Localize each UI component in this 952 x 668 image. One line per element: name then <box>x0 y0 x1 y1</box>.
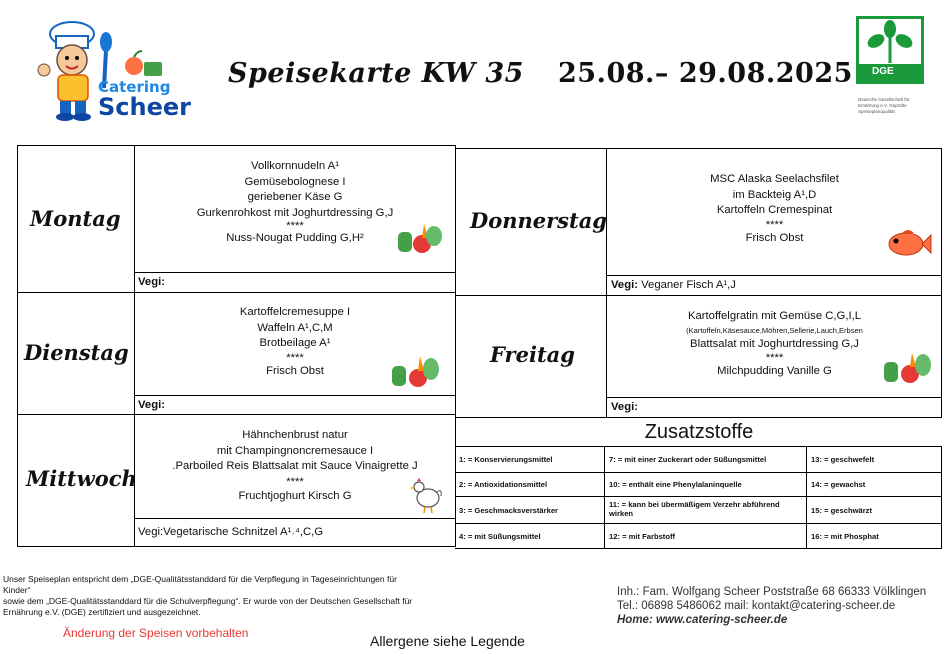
menu-line: Waffeln A¹,C,M <box>257 321 333 334</box>
phone-mail: Tel.: 06898 5486062 mail: kontakt@catering-scheer.de <box>617 600 896 612</box>
vegi-value: Veganer Fisch A¹,J <box>641 279 736 291</box>
day-monday: Montag <box>30 206 121 231</box>
menu-line: Gurkenrohkost mit Joghurtdressing G,J <box>196 206 394 219</box>
vegetables-icon <box>396 220 444 256</box>
menu-line: mit Champingnoncremesauce I <box>216 444 374 457</box>
fish-icon <box>884 227 932 261</box>
menu-separator: **** <box>286 475 304 488</box>
vegi-friday <box>611 401 638 413</box>
vegi-label: Vegi: <box>611 279 638 291</box>
homepage-text: Home: www.catering-scheer.de <box>617 614 788 626</box>
vegi-label: Vegi: <box>138 399 165 411</box>
vegi-wednesday <box>138 526 323 538</box>
menu-wednesday <box>140 428 450 504</box>
vegi-value: Vegetarische Schnitzel A¹˒⁴,C,G <box>163 526 324 538</box>
menu-line: MSC Alaska Seelachsfilet <box>710 173 839 185</box>
day-wednesday: Mittwoch <box>26 466 137 491</box>
menu-line: Kartoffelgratin mit Gemüse C,G,I,L <box>687 310 862 322</box>
menu-line: Nuss-Nougat Pudding G,H² <box>226 232 364 244</box>
vegi-monday <box>138 276 165 288</box>
menu-separator: **** <box>765 218 784 231</box>
date-range: 25.08.– 29.08.2025 <box>557 58 853 89</box>
vegetables-icon <box>390 352 442 390</box>
menu-line: Brotbeilage A¹ <box>259 337 331 349</box>
allergen-note: Allergene siehe Legende <box>370 633 525 649</box>
menu-line: Gemüsebolognese I <box>244 175 346 188</box>
dge-note-line2: sowie dem „DGE-Qualitätsstanddard für die Schulverpflegung“. Er wurde von der Deutschen Gesellschaft für Ernährung e.V. (DGE) zertifiziert und ausgezeichnet. <box>3 596 413 617</box>
owner-address: Inh.: Fam. Wolfgang Scheer Poststraße 68 66333 Völklingen <box>617 586 927 598</box>
vegi-tuesday <box>138 399 165 411</box>
menu-line: .Parboiled Reis Blattsalat mit Sauce Vinaigrette J <box>172 460 418 472</box>
brand-wordmark <box>98 80 191 119</box>
additive-item: 2: = Antioxidationsmittel <box>459 480 548 489</box>
additive-item: 1: = Konservierungsmittel <box>459 455 553 464</box>
vegi-label: Vegi: <box>611 401 638 413</box>
menu-line: Frisch Obst <box>266 364 324 377</box>
homepage <box>617 613 926 627</box>
additive-item: 13: = geschwefelt <box>811 455 875 464</box>
vegi-label: Vegi: <box>138 526 164 538</box>
menu-separator: **** <box>286 220 304 232</box>
change-note: Änderung der Speisen vorbehalten <box>63 626 249 640</box>
contact-info <box>617 585 926 627</box>
menu-title: Speisekarte KW 35 <box>228 58 524 89</box>
additive-item: 7: = mit einer Zuckerart oder Süßungsmittel <box>609 455 767 464</box>
menu-separator: **** <box>765 352 784 364</box>
dge-note-line1: Unser Speiseplan entspricht dem „DGE-Qualitätsstanddard für die Verpflegung in Tageseinrichtungen für Kinder“ <box>3 574 397 595</box>
vegi-thursday <box>611 279 736 291</box>
brand-line2: Scheer <box>98 93 191 121</box>
menu-line: Milchpudding Vanille G <box>717 365 832 377</box>
menu-line: Hähnchenbrust natur <box>242 429 348 441</box>
additive-item: 10: = enthält eine Phenylalaninquelle <box>609 480 742 489</box>
vegi-label: Vegi: <box>138 276 165 288</box>
page-title <box>228 58 853 89</box>
menu-separator: **** <box>286 351 304 364</box>
additive-item: 4: = mit Süßungsmittel <box>459 532 541 541</box>
chicken-icon <box>410 476 442 514</box>
additive-item: 14: = gewachst <box>811 480 866 489</box>
menu-line: Fruchtjoghurt Kirsch G <box>238 489 352 502</box>
day-friday: Freitag <box>490 342 575 367</box>
brand-line1: Catering <box>98 78 171 96</box>
dge-label: DGE <box>872 66 894 77</box>
additive-item: 12: = mit Farbstoff <box>609 532 676 541</box>
additive-item: 16: = mit Phosphat <box>811 532 879 541</box>
day-thursday: Donnerstag <box>470 208 607 233</box>
day-tuesday: Dienstag <box>24 340 129 365</box>
menu-line: geriebener Käse G <box>247 191 343 203</box>
menu-line: Frisch Obst <box>745 231 804 244</box>
dge-leaves-icon <box>859 19 921 65</box>
vegetables-icon <box>882 350 934 386</box>
zusatzstoffe-title: Zusatzstoffe <box>644 421 754 443</box>
menu-line: Blattsalat mit Joghurtdressing G,J <box>690 337 859 350</box>
additive-item: 3: = Geschmacksverstärker <box>459 506 559 515</box>
menu-line: im Backteig A¹,D <box>732 188 817 201</box>
menu-line: Kartoffeln Cremespinat <box>716 204 833 216</box>
dge-note <box>3 574 433 618</box>
menu-note: (Kartoffeln,Käsesauce,Möhren,Sellerie,Lauch,Erbsen <box>686 325 863 335</box>
menu-line: Kartoffelcremesuppe I <box>239 306 351 318</box>
additive-item: 15: = geschwärzt <box>811 506 872 515</box>
additive-item: 11: = kann bei übermäßigem Verzehr abführend wirken <box>609 500 780 518</box>
menu-line: Vollkornnudeln A¹ <box>251 160 339 172</box>
dge-caption: Deutsche Gesellschaft für Ernährung e.V. Geprüfte Speiseplanqualität <box>858 97 910 114</box>
